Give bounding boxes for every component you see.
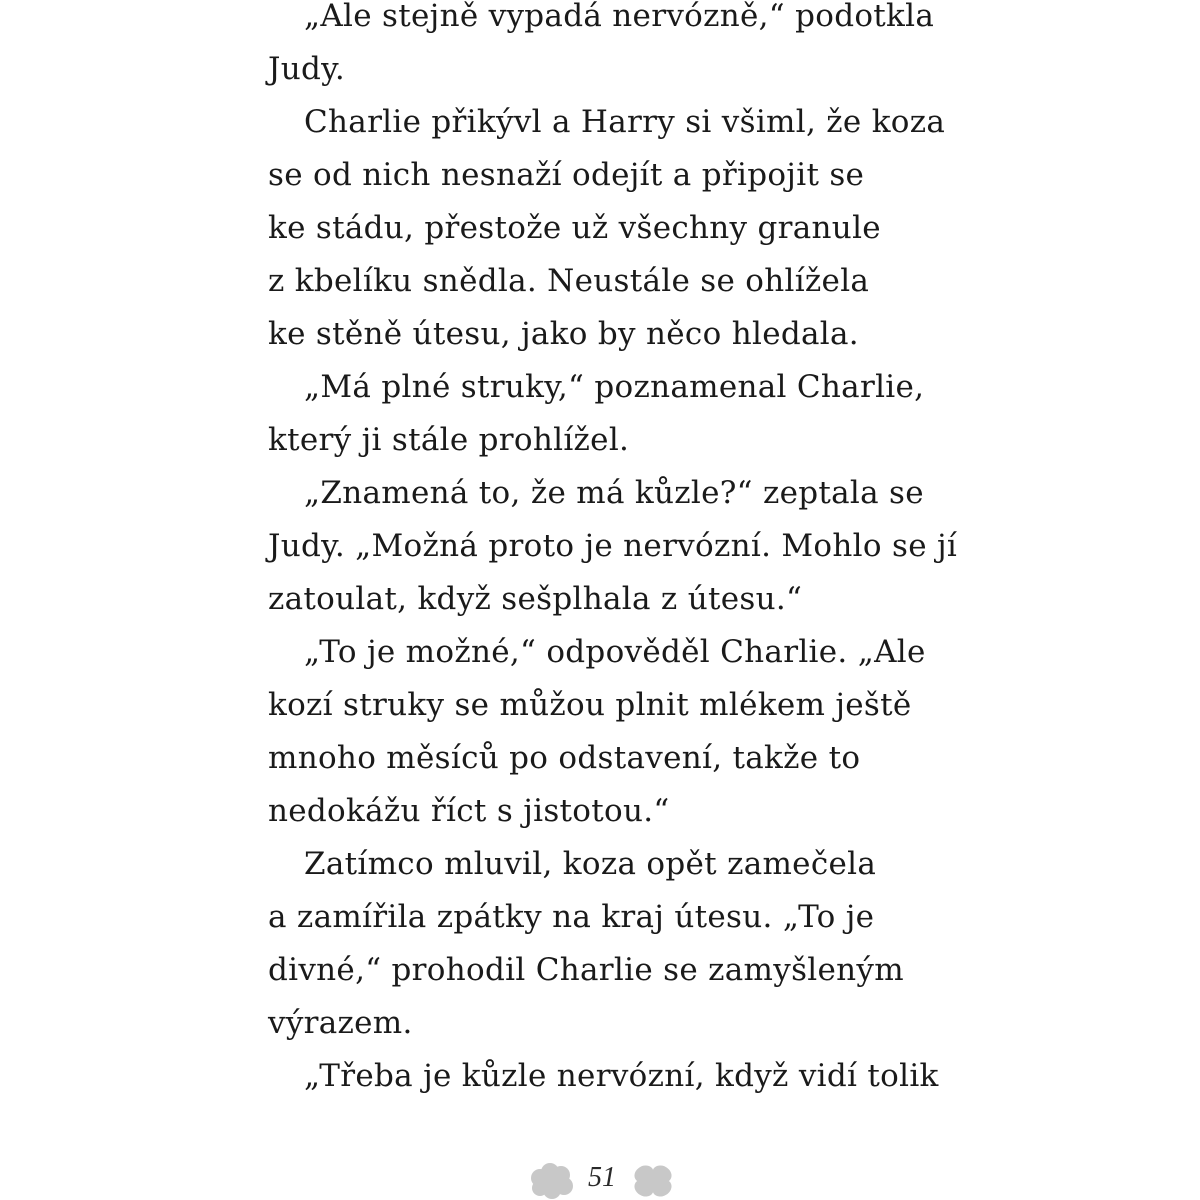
text-line: Judy. „Možná proto je nervózní. Mohlo se jí: [268, 528, 958, 564]
text-line: ke stěně útesu, jako by něco hledala.: [268, 316, 859, 352]
text-line: „Má plné struky,“ poznamenal Charlie,: [304, 369, 925, 405]
text-line: a zamířila zpátky na kraj útesu. „To je: [268, 899, 875, 935]
text-line: „Znamená to, že má kůzle?“ zeptala se: [304, 475, 924, 511]
leaf-ornament-icon: [630, 1162, 676, 1200]
text-line: výrazem.: [268, 1005, 413, 1041]
text-line: se od nich nesnaží odejít a připojit se: [268, 157, 865, 193]
text-line: „Ale stejně vypadá nervózně,“ podotkla: [304, 0, 935, 34]
text-line: z kbelíku snědla. Neustále se ohlížela: [268, 263, 870, 299]
text-line: „Třeba je kůzle nervózní, když vidí tolik: [304, 1058, 939, 1094]
text-line: divné,“ prohodil Charlie se zamyšleným: [268, 952, 904, 988]
text-line: Judy.: [268, 51, 345, 87]
text-line: Zatímco mluvil, koza opět zamečela: [304, 846, 877, 882]
text-line: kozí struky se můžou plnit mlékem ještě: [268, 687, 912, 723]
text-line: zatoulat, když sešplhala z útesu.“: [268, 581, 803, 617]
page-footer: [0, 1158, 1200, 1198]
text-line: který ji stále prohlížel.: [268, 422, 630, 458]
text-line: nedokážu říct s jistotou.“: [268, 793, 670, 829]
text-line: mnoho měsíců po odstavení, takže to: [268, 740, 861, 776]
text-line: „To je možné,“ odpověděl Charlie. „Ale: [304, 634, 926, 670]
text-line: ke stádu, přestože už všechny granule: [268, 210, 881, 246]
flower-ornament-icon: [528, 1162, 576, 1200]
page-number: 51: [588, 1162, 616, 1193]
text-line: Charlie přikývl a Harry si všiml, že koza: [304, 104, 946, 140]
